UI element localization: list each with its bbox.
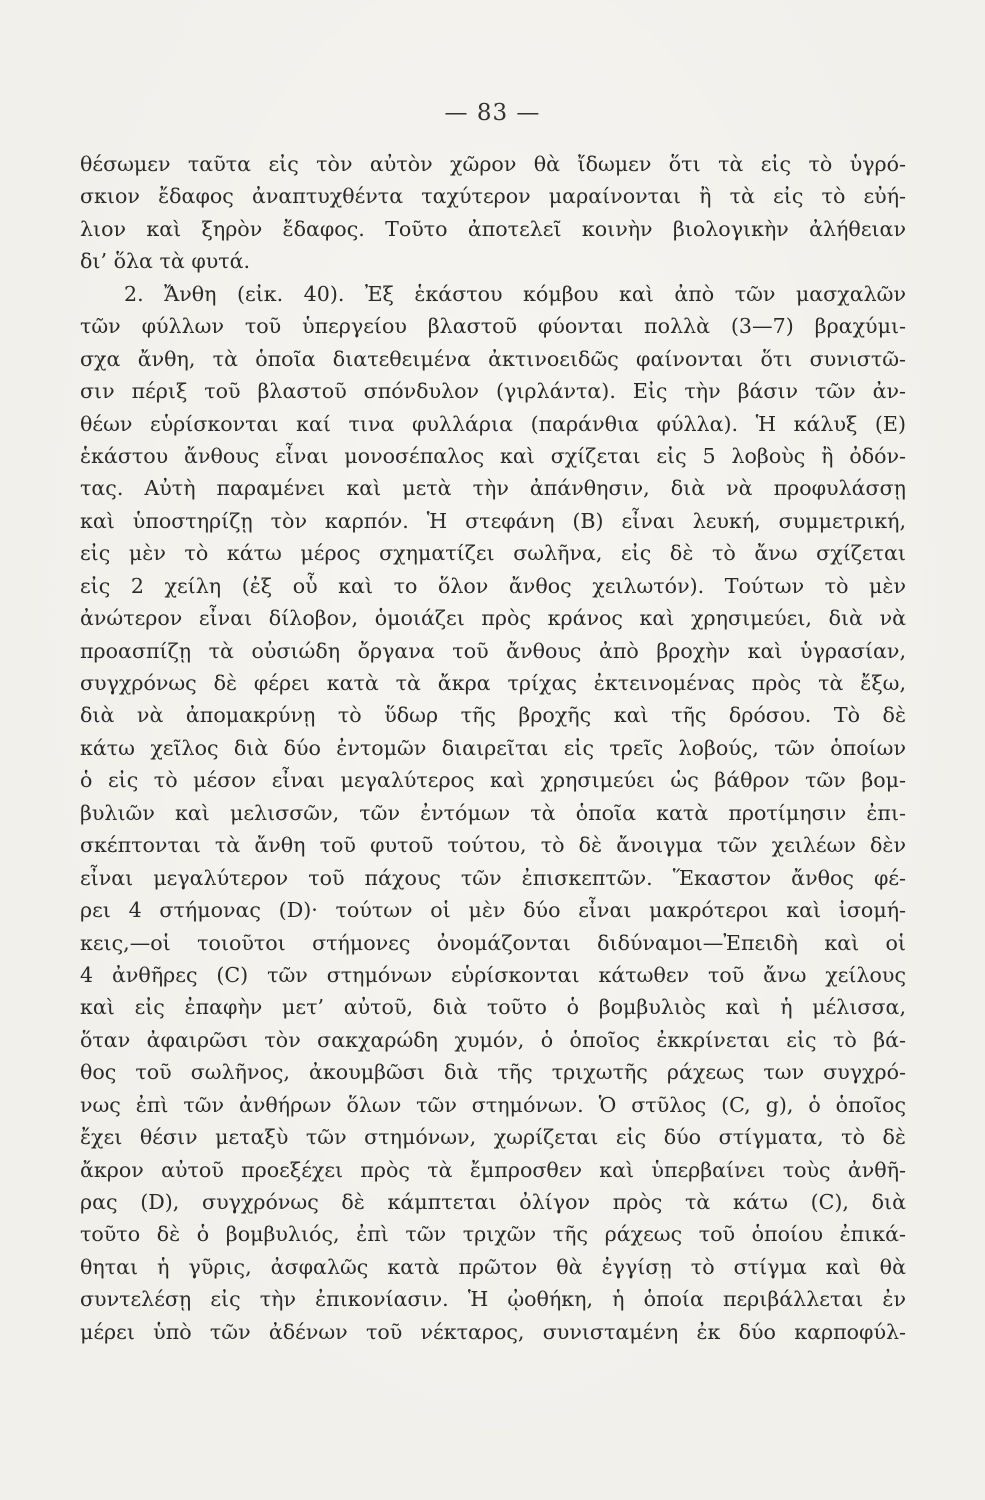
text-line: τας. Αὐτὴ παραμένει καὶ μετὰ τὴν ἀπάνθησιν, διὰ νὰ προφυλάσσῃ	[80, 476, 906, 501]
text-line: σιν πέριξ τοῦ βλαστοῦ σπόνδυλον (γιρλάντα). Εἰς τὴν βάσιν τῶν ἀν-	[80, 379, 906, 404]
text-line: νως ἐπὶ τῶν ἀνθήρων ὅλων τῶν στημόνων. Ὁ στῦλος (C, g), ὁ ὁποῖος	[80, 1092, 906, 1117]
text-line: σχα ἄνθη, τὰ ὁποῖα διατεθειμένα ἀκτινοειδῶς φαίνονται ὅτι συνιστῶ-	[80, 346, 906, 371]
text-line: καὶ εἰς ἐπαφὴν μετ’ αὐτοῦ, διὰ τοῦτο ὁ βομβυλιὸς καὶ ἡ μέλισσα,	[80, 995, 906, 1020]
text-line: θέσωμεν ταῦτα εἰς τὸν αὐτὸν χῶρον θὰ ἴδωμεν ὅτι τὰ εἰς τὸ ὑγρό-	[80, 152, 906, 176]
text-line: τῶν φύλλων τοῦ ὑπεργείου βλαστοῦ φύονται πολλὰ (3—7) βραχύμι-	[80, 314, 906, 339]
text-line: διὰ νὰ ἀπομακρύνῃ τὸ ὕδωρ τῆς βροχῆς καὶ τῆς δρόσου. Τὸ δὲ	[80, 703, 906, 728]
text-line: καὶ ὑποστηρίζῃ τὸν καρπόν. Ἡ στεφάνη (Β) εἶναι λευκή, συμμετρική,	[80, 508, 906, 533]
text-line: βυλιῶν καὶ μελισσῶν, τῶν ἐντόμων τὰ ὁποῖα κατὰ προτίμησιν ἐπι-	[80, 800, 906, 825]
text-line: ρει 4 στήμονας (D)· τούτων οἱ μὲν δύο εἶναι μακρότεροι καὶ ἰσομή-	[80, 898, 906, 923]
body-text	[80, 148, 906, 1348]
text-line: θηται ἡ γῦρις, ἀσφαλῶς κατὰ πρῶτον θὰ ἐγγίσῃ τὸ στίγμα καὶ θὰ	[80, 1254, 906, 1279]
text-line: κάτω χεῖλος διὰ δύο ἐντομῶν διαιρεῖται εἰς τρεῖς λοβούς, τῶν ὁποίων	[80, 735, 906, 760]
text-line: συντελέσῃ εἰς τὴν ἐπικονίασιν. Ἡ ᾠοθήκη, ἡ ὁποία περιβάλλεται ἐν	[80, 1287, 906, 1312]
text-line: ἑκάστου ἄνθους εἶναι μονοσέπαλος καὶ σχίζεται εἰς 5 λοβοὺς ἢ ὀδόν-	[80, 443, 906, 468]
text-line: προασπίζῃ τὰ οὐσιώδη ὄργανα τοῦ ἄνθους ἀπὸ βροχὴν καὶ ὑγρασίαν,	[80, 638, 906, 663]
text-line: ρας (D), συγχρόνως δὲ κάμπτεται ὀλίγον πρὸς τὰ κάτω (C), διὰ	[80, 1190, 906, 1214]
text-line: 4 ἀνθῆρες (C) τῶν στημόνων εὑρίσκονται κάτωθεν τοῦ ἄνω χείλους	[80, 962, 906, 987]
page-number: — 83 —	[444, 100, 541, 126]
text-line: ἔχει θέσιν μεταξὺ τῶν στημόνων, χωρίζεται εἰς δύο στίγματα, τὸ δὲ	[80, 1125, 906, 1150]
text-line: σκέπτονται τὰ ἄνθη τοῦ φυτοῦ τούτου, τὸ δὲ ἄνοιγμα τῶν χειλέων δὲν	[80, 833, 906, 858]
text-line: δι’ ὅλα τὰ φυτά.	[80, 249, 251, 274]
text-line: ὁ εἰς τὸ μέσον εἶναι μεγαλύτερος καὶ χρησιμεύει ὡς βάθρον τῶν βομ-	[80, 768, 906, 793]
text-line: θος τοῦ σωλῆνος, ἀκουμβῶσι διὰ τῆς τριχωτῆς ράχεως των συγχρό-	[80, 1060, 906, 1085]
text-line: ὅταν ἀφαιρῶσι τὸν σακχαρώδη χυμόν, ὁ ὁποῖος ἐκκρίνεται εἰς τὸ βά-	[80, 1027, 906, 1052]
text-line: εἰς μὲν τὸ κάτω μέρος σχηματίζει σωλῆνα, εἰς δὲ τὸ ἄνω σχίζεται	[80, 541, 906, 566]
text-line: εἰς 2 χείλη (ἐξ οὗ καὶ το ὅλον ἄνθος χειλωτόν). Τούτων τὸ μὲν	[80, 573, 906, 598]
text-line: εἶναι μεγαλύτερον τοῦ πάχους τῶν ἐπισκεπτῶν. Ἕκαστον ἄνθος φέ-	[80, 865, 906, 890]
text-line: ἄκρον αὐτοῦ προεξέχει πρὸς τὰ ἔμπροσθεν καὶ ὑπερβαίνει τοὺς ἀνθῆ-	[80, 1157, 906, 1182]
text-line: ἀνώτερον εἶναι δίλοβον, ὁμοιάζει πρὸς κράνος καὶ χρησιμεύει, διὰ νὰ	[80, 606, 906, 631]
text-line: σκιον ἔδαφος ἀναπτυχθέντα ταχύτερον μαραίνονται ἢ τὰ εἰς τὸ εὐή-	[80, 184, 906, 209]
text-line: τοῦτο δὲ ὁ βομβυλιός, ἐπὶ τῶν τριχῶν τῆς ράχεως τοῦ ὁποίου ἐπικά-	[80, 1222, 906, 1247]
text-line: συγχρόνως δὲ φέρει κατὰ τὰ ἄκρα τρίχας ἐκτεινομένας πρὸς τὰ ἔξω,	[80, 671, 906, 695]
text-line: 2. Ἄνθη (εἰκ. 40). Ἐξ ἑκάστου κόμβου καὶ ἀπὸ τῶν μασχαλῶν	[124, 281, 906, 306]
text-line: λιον καὶ ξηρὸν ἔδαφος. Τοῦτο ἀποτελεῖ κοινὴν βιολογικὴν ἀλήθειαν	[80, 216, 906, 241]
text-line: θέων εὑρίσκονται καί τινα φυλλάρια (παράνθια φύλλα). Ἡ κάλυξ (Ε)	[80, 411, 906, 436]
text-line: κεις,—οἱ τοιοῦτοι στήμονες ὀνομάζονται διδύναμοι—Ἐπειδὴ καὶ οἱ	[80, 930, 906, 955]
text-line: μέρει ὑπὸ τῶν ἀδένων τοῦ νέκταρος, συνισταμένη ἐκ δύο καρποφύλ-	[80, 1319, 906, 1344]
